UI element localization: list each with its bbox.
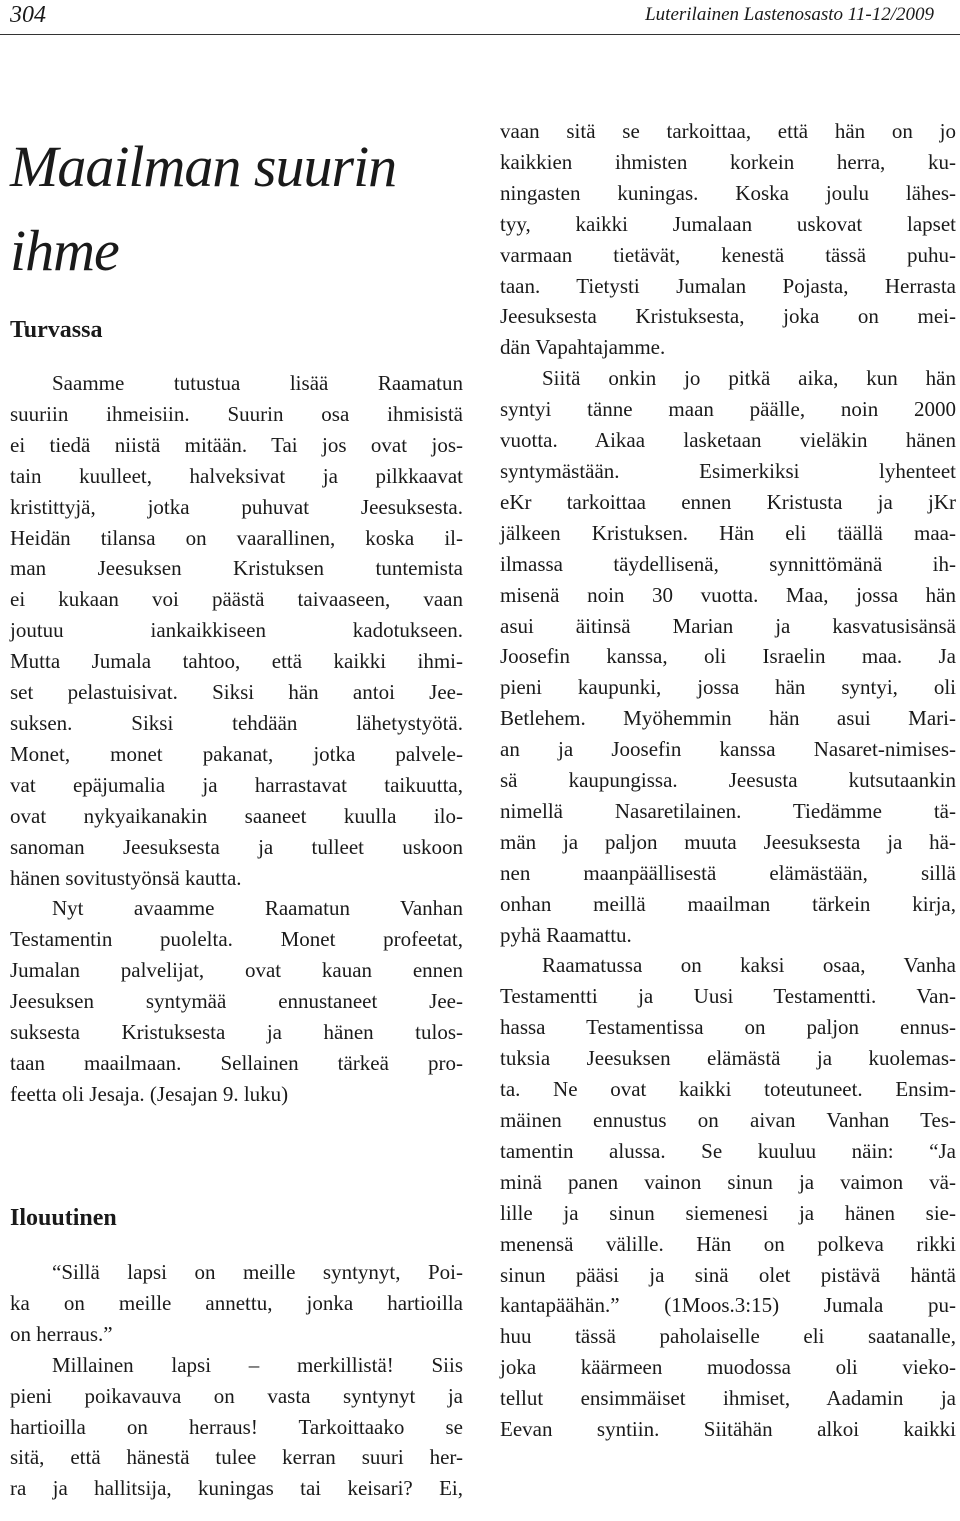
body-line: suuriin ihmeisiin. Suurin osa ihmisistä: [10, 401, 463, 426]
body-line: jälkeen Kristuksen. Hän eli täällä maa-: [500, 520, 956, 545]
body-line: tamentin alussa. Se kuuluu näin: “Ja: [500, 1138, 956, 1163]
body-line: sinun pääsi ja sinä olet pistävä häntä: [500, 1262, 956, 1287]
body-line: sitä, että hänestä tulee kerran suuri her-: [10, 1445, 463, 1470]
body-line: sä kaupungissa. Jeesusta kutsutaankin: [500, 768, 956, 793]
body-line: asui äitinsä Marian ja kasvatusisänsä: [500, 613, 956, 638]
body-line: nen maanpäällisestä elämästään, sillä: [500, 860, 956, 885]
body-line: dän Vapahtajamme.: [500, 335, 666, 360]
body-line: kantapäähän.” (1Moos.3:15) Jumala pu-: [500, 1293, 956, 1318]
body-line: syntyi tänne maan päälle, noin 2000: [500, 397, 956, 422]
body-line: ovat nykyaikanakin saaneet kuulla ilo-: [10, 803, 463, 828]
body-text-right-column: [500, 116, 956, 1445]
body-line: taan maailmaan. Sellainen tärkeä pro-: [10, 1050, 463, 1075]
body-line: ei kukaan voi päästä taivaaseen, vaan: [10, 587, 463, 612]
body-line: nimellä Nasaretilainen. Tiedämme tä-: [500, 798, 956, 823]
body-line: Jeesuksen syntymää ennustaneet Jee-: [10, 989, 463, 1014]
body-line: tuksia Jeesuksen elämästä ja kuolemas-: [500, 1046, 956, 1071]
body-line: tellut ensimmäiset ihmiset, Aadamin ja: [500, 1386, 956, 1411]
body-line: ra ja hallitsija, kuningas tai keisari? Ei,: [10, 1476, 463, 1501]
body-line: kaikkien ihmisten korkein herra, ku-: [500, 149, 956, 174]
body-line: minä panen vainon sinun ja vaimon vä-: [500, 1169, 956, 1194]
body-line: lille ja sinun siemenesi ja hänen sie-: [500, 1200, 956, 1225]
body-text-turvassa: [10, 368, 463, 1110]
body-line: vat epäjumalia ja harrastavat taikuutta,: [10, 772, 463, 797]
body-line: män ja paljon muuta Jeesuksesta ja hä-: [500, 829, 956, 854]
body-line: Jeesuksesta Kristuksesta, joka on mei-: [500, 304, 956, 329]
body-line: Millainen lapsi – merkillistä! Siis: [52, 1352, 463, 1377]
body-line: Eevan syntiin. Siitähän alkoi kaikki: [500, 1417, 956, 1442]
body-line: tain kuulleet, halveksivat ja pilkkaavat: [10, 463, 463, 488]
article-title: [10, 125, 480, 293]
body-line: Joosefin kanssa, oli Israelin maa. Ja: [500, 644, 956, 669]
header-rule: [0, 34, 960, 35]
body-line: taan. Tietysti Jumalan Pojasta, Herrasta: [500, 273, 956, 298]
body-line: Testamentti ja Uusi Testamentti. Van-: [500, 984, 956, 1009]
body-line: Betlehem. Myöhemmin hän asui Mari-: [500, 706, 956, 731]
body-line: Monet, monet pakanat, jotka palvele-: [10, 741, 463, 766]
body-line: pieni poikavauva on vasta syntynyt ja: [10, 1383, 463, 1408]
body-line: tyy, kaikki Jumalaan uskovat lapset: [500, 211, 956, 236]
body-line: Heidän tilansa on vaarallinen, koska il-: [10, 525, 463, 550]
body-line: Siitä onkin jo pitkä aika, kun hän: [542, 366, 956, 391]
article-title-line-1: Maailman suurin: [10, 134, 397, 199]
body-line: ningasten kuningas. Koska joulu lähes-: [500, 180, 956, 205]
body-line: Mutta Jumala tahtoo, että kaikki ihmi-: [10, 649, 463, 674]
body-line: ei tiedä niistä mitään. Tai jos ovat jos-: [10, 432, 463, 457]
body-line: Testamentin puolelta. Monet profeetat,: [10, 927, 463, 952]
body-line: Jumalan palvelijat, ovat kauan ennen: [10, 958, 463, 983]
body-line: eKr tarkoittaa ennen Kristusta ja jKr: [500, 489, 956, 514]
body-line: suksesta Kristuksesta ja hänen tulos-: [10, 1020, 463, 1045]
page-number: 304: [10, 2, 46, 28]
body-line: kristittyjä, jotka puhuvat Jeesuksesta.: [10, 494, 463, 519]
body-line: feetta oli Jesaja. (Jesajan 9. luku): [10, 1081, 289, 1106]
body-line: misenä noin 30 vuotta. Maa, jossa hän: [500, 582, 956, 607]
body-line: Nyt avaamme Raamatun Vanhan: [52, 896, 463, 921]
body-line: ilmassa täydellisenä, synnittömänä ih-: [500, 551, 956, 576]
body-line: hänen sovitustyönsä kautta.: [10, 865, 242, 890]
body-line: menensä välille. Hän on polkeva rikki: [500, 1231, 956, 1256]
body-line: Raamatussa on kaksi osaa, Vanha: [542, 953, 956, 978]
body-line: mäinen ennustus on aivan Vanhan Tes-: [500, 1108, 956, 1132]
body-line: joutuu iankaikkiseen kadotukseen.: [10, 618, 463, 643]
section-heading-ilouutinen: Ilouutinen: [10, 1205, 117, 1231]
body-line: onhan meillä maailman tärkein kirja,: [500, 891, 956, 916]
body-line: “Sillä lapsi on meille syntynyt, Poi-: [52, 1260, 463, 1284]
body-line: ta. Ne ovat kaikki toteutuneet. Ensim-: [500, 1077, 956, 1102]
body-line: pieni kaupunki, jossa hän syntyi, oli: [500, 675, 956, 700]
body-line: pyhä Raamattu.: [500, 922, 632, 947]
running-head: Luterilainen Lastenosasto 11-12/2009: [645, 4, 934, 25]
body-line: hassa Testamentissa on paljon ennus-: [500, 1015, 956, 1040]
body-line: syntymästään. Esimerkiksi lyhenteet: [500, 458, 956, 483]
body-line: varmaan tietävät, kenestä tässä puhu-: [500, 242, 956, 267]
body-line: vaan sitä se tarkoittaa, että hän on jo: [500, 119, 956, 143]
article-title-line-2: ihme: [10, 218, 119, 283]
body-line: set pelastuisivat. Siksi hän antoi Jee-: [10, 680, 463, 705]
body-line: on herraus.”: [10, 1321, 113, 1346]
body-text-ilouutinen: [10, 1257, 463, 1504]
section-heading-turvassa: Turvassa: [10, 317, 103, 343]
body-line: hartioilla on herraus! Tarkoittaako se: [10, 1414, 463, 1439]
body-line: man Jeesuksen Kristuksen tuntemista: [10, 556, 463, 581]
body-line: joka käärmeen muodossa oli vieko-: [500, 1355, 956, 1380]
page-header: [0, 0, 960, 34]
body-line: ka on meille annettu, jonka hartioilla: [10, 1290, 463, 1315]
body-line: suksen. Siksi tehdään lähetystyötä.: [10, 710, 463, 735]
body-line: an ja Joosefin kanssa Nasaret-nimises-: [500, 737, 956, 762]
body-line: huu tässä paholaiselle eli saatanalle,: [500, 1324, 956, 1349]
body-line: vuotta. Aikaa lasketaan vieläkin hänen: [500, 428, 956, 453]
body-line: Saamme tutustua lisää Raamatun: [52, 371, 463, 395]
body-line: sanoman Jeesuksesta ja tulleet uskoon: [10, 834, 463, 859]
